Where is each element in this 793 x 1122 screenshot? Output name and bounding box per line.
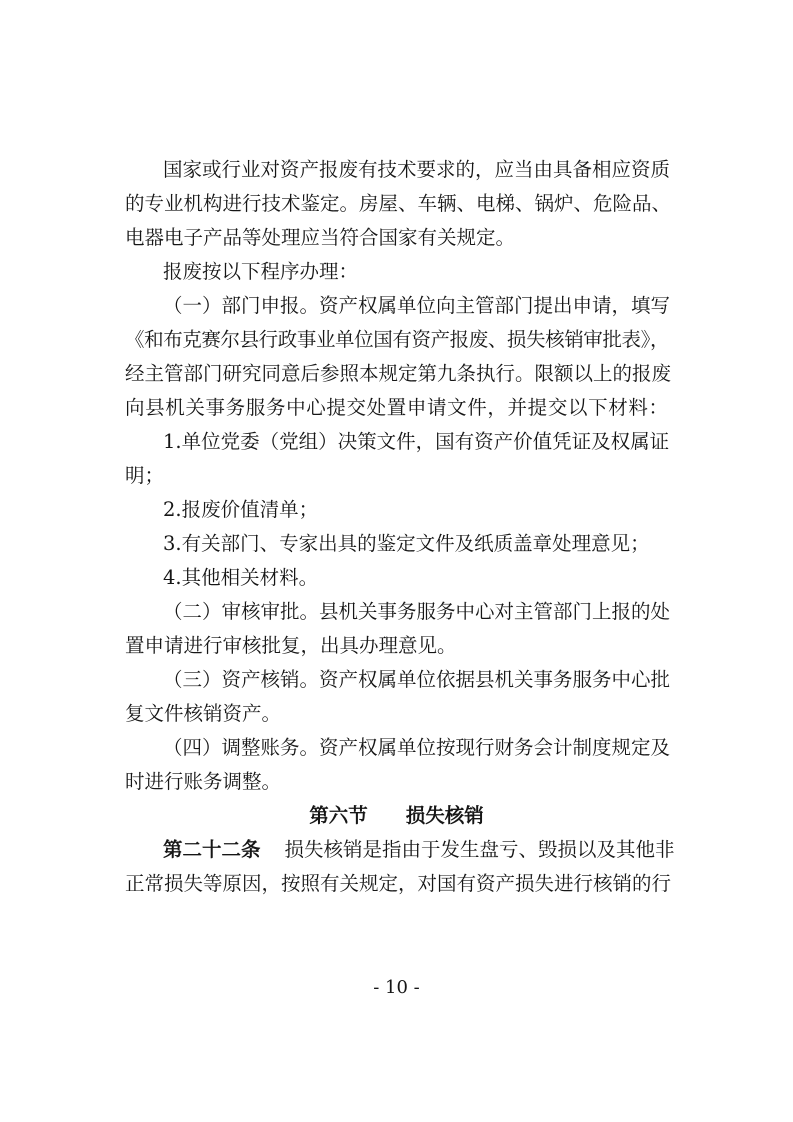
paragraph: [125, 255, 668, 289]
paragraph-line: 置申请进行审核批复，出具办理意见。: [125, 634, 457, 657]
paragraph-line: 2.报废价值清单；: [163, 498, 319, 521]
article-text: 损失核销是指由于发生盘亏、毁损以及其他非: [284, 838, 675, 861]
paragraph-line: 时进行账务调整。: [125, 770, 282, 793]
section-title: 损失核销: [405, 804, 484, 827]
paragraph-line: 4.其他相关材料。: [163, 566, 319, 589]
paragraph-line: 报废按以下程序办理：: [163, 260, 359, 283]
paragraph: [125, 153, 672, 255]
paragraph: [125, 595, 671, 663]
paragraph-line: 明；: [125, 464, 165, 487]
paragraph-line: 电器电子产品等处理应当符合国家有关规定。: [125, 226, 516, 249]
paragraph-line: 国家或行业对资产报废有技术要求的，应当由具备相应资质: [163, 158, 671, 181]
list-item: [125, 527, 668, 561]
section-heading: [125, 799, 668, 833]
page-number: - 10 -: [373, 977, 420, 998]
list-item: [125, 493, 668, 527]
paragraph-line: 复文件核销资产。: [125, 702, 282, 725]
list-item: [125, 425, 668, 493]
article-first-line: [125, 833, 675, 867]
paragraph-line: （一）部门申报。资产权属单位向主管部门提出申请，填写: [163, 294, 671, 317]
list-item: [125, 561, 668, 595]
body-text: [125, 153, 675, 901]
section-number: 第六节: [309, 804, 368, 827]
paragraph-line: 经主管部门研究同意后参照本规定第九条执行。限额以上的报废: [125, 362, 672, 385]
article-label: 第二十二条: [163, 838, 261, 861]
paragraph: [125, 289, 672, 425]
paragraph: [125, 663, 671, 731]
paragraph-line: （四）调整账务。资产权属单位按现行财务会计制度规定及: [163, 736, 671, 759]
paragraph-line: 正常损失等原因，按照有关规定，对国有资产损失进行核销的行: [125, 872, 672, 895]
paragraph: [125, 731, 671, 799]
paragraph-line: （三）资产核销。资产权属单位依据县机关事务服务中心批: [163, 668, 671, 691]
paragraph-line: 的专业机构进行技术鉴定。房屋、车辆、电梯、锅炉、危险品、: [125, 192, 672, 215]
paragraph-line: 1.单位党委（党组）决策文件，国有资产价值凭证及权属证: [163, 430, 670, 453]
paragraph-line: 向县机关事务服务中心提交处置申请文件，并提交以下材料：: [125, 396, 668, 419]
article: [125, 833, 675, 901]
paragraph-line: （二）审核审批。县机关事务服务中心对主管部门上报的处: [163, 600, 671, 623]
paragraph-line: 3.有关部门、专家出具的鉴定文件及纸质盖章处理意见；: [163, 532, 650, 555]
paragraph-line: 《和布克赛尔县行政事业单位国有资产报废、损失核销审批表》，: [125, 328, 668, 351]
